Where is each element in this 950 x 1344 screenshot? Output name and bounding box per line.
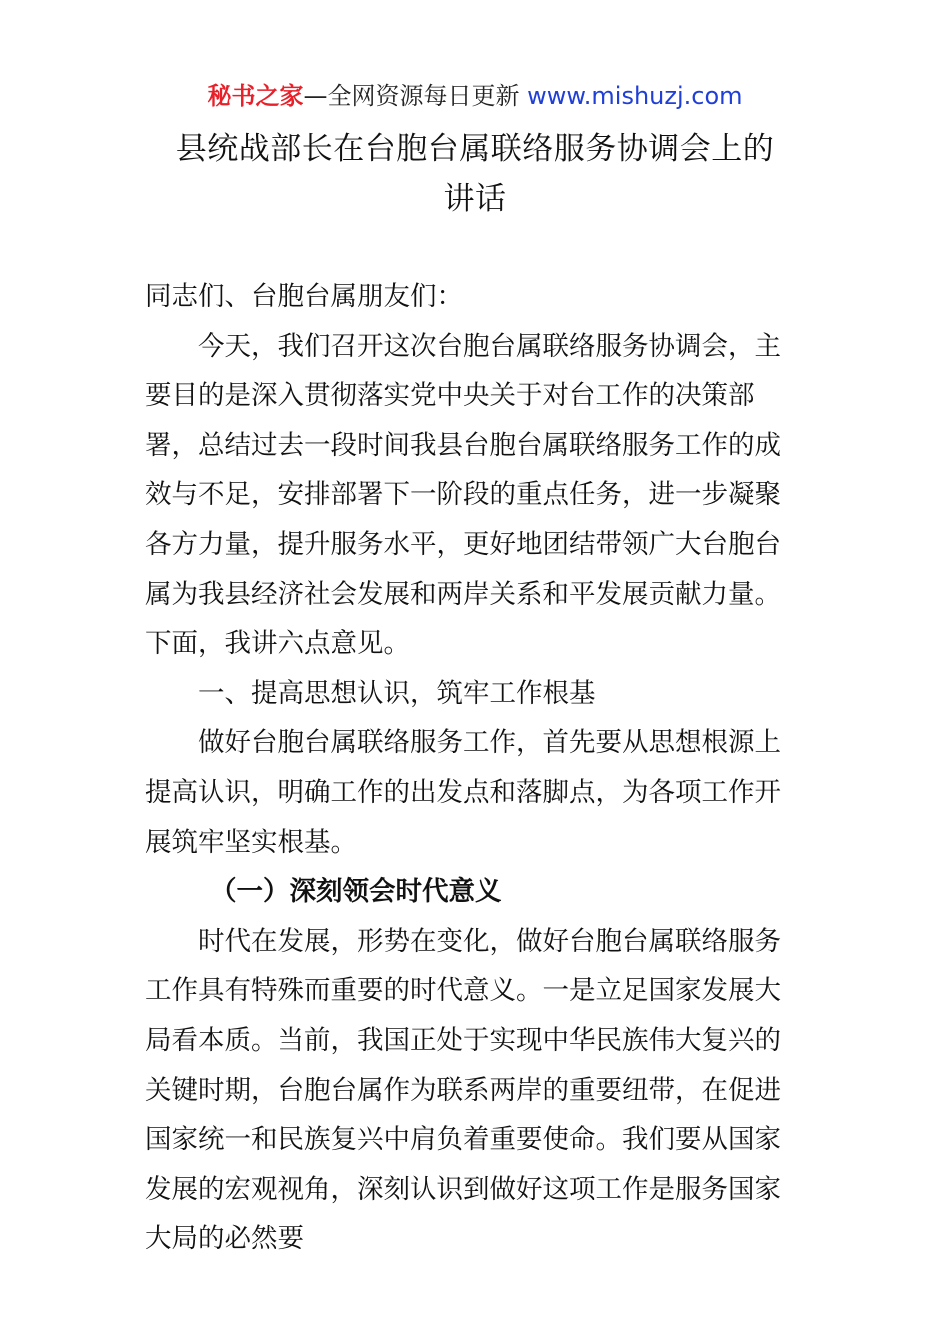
document-title (145, 124, 805, 224)
subsection-heading-1: （一）深刻领会时代意义 (210, 876, 502, 908)
document-title-line-1: 县统战部长在台胞台属联络服务协调会上的 (175, 131, 775, 167)
document-title-line-2: 讲话 (443, 181, 507, 217)
paragraph-intro: 今天，我们召开这次台胞台属联络服务协调会，主要目的是深入贯彻落实党中央关于对台工作的决策部署，总结过去一段时间我县台胞台属联络服务工作的成效与不足，安排部署下一阶段的重点任务，进一步凝聚各方力量，提升服务水平，更好地团结带领广大台胞台属为我县经济社会发展和两岸关系和平发展贡献力量。下面，我讲六点意见。 (145, 330, 781, 660)
site-brand: 秘书之家 (207, 82, 304, 110)
paragraph-subsection-1: 时代在发展，形势在变化，做好台胞台属联络服务工作具有特殊而重要的时代意义。一是立足国家发展大局看本质。当前，我国正处于实现中华民族伟大复兴的关键时期，台胞台属作为联系两岸的重要纽带，在促进国家统一和民族复兴中肩负着重要使命。我们要从国家发展的宏观视角，深刻认识到做好这项工作是服务国家大局的必然要 (145, 925, 781, 1255)
paragraph-section-1: 做好台胞台属联络服务工作，首先要从思想根源上提高认识，明确工作的出发点和落脚点，为各项工作开展筑牢坚实根基。 (145, 727, 781, 858)
site-tagline: —全网资源每日更新 (303, 82, 528, 110)
salutation: 同志们、台胞台属朋友们： (145, 281, 463, 312)
site-url-link[interactable]: www.mishuzj.com (527, 82, 743, 110)
site-header (0, 80, 950, 112)
section-heading-1: 一、提高思想认识，筑牢工作根基 (198, 677, 596, 709)
document-body (145, 272, 807, 1264)
